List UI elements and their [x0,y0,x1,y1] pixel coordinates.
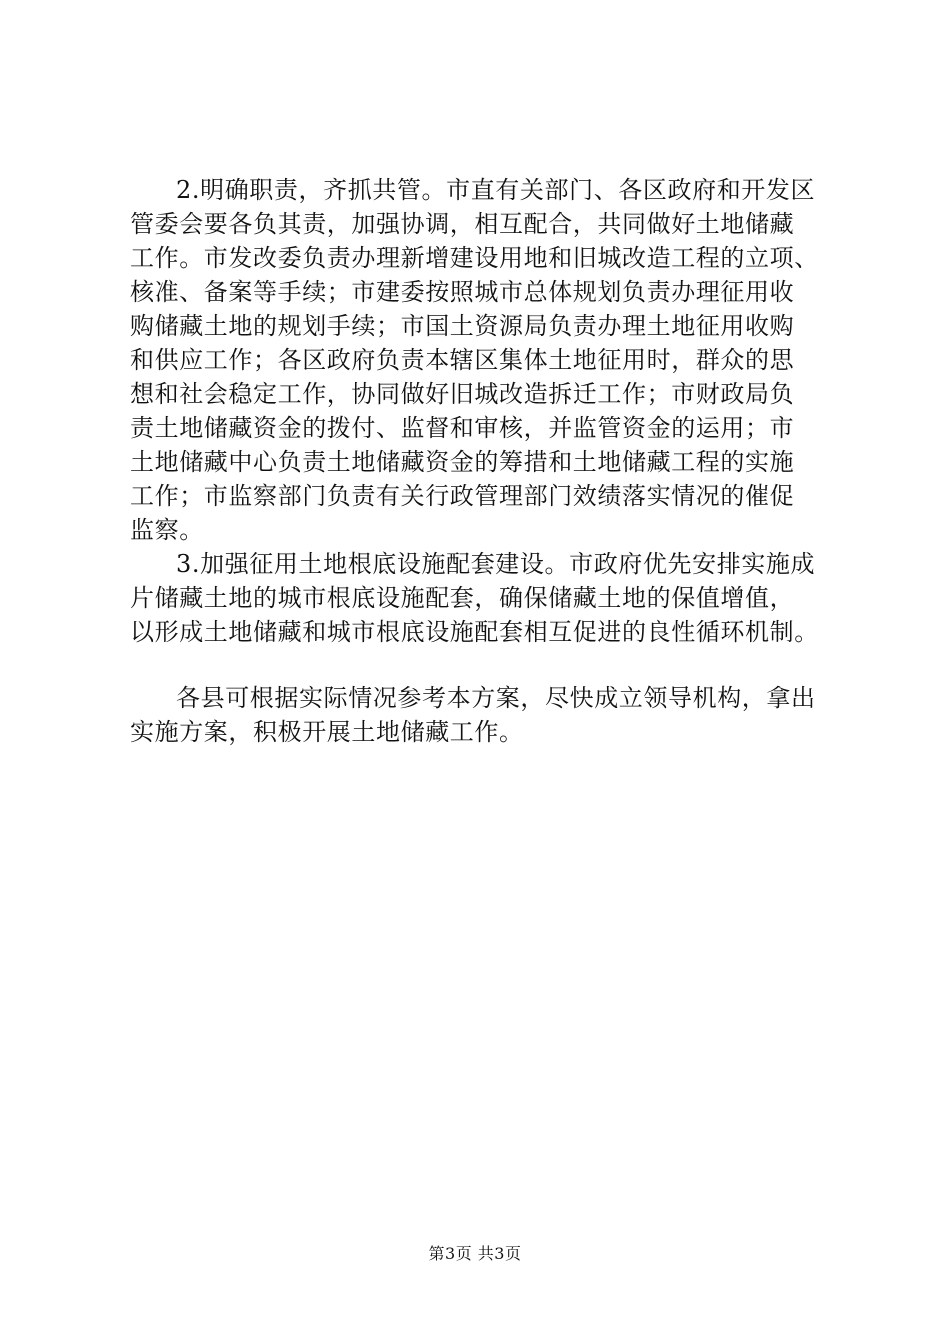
paragraph-line: 监察。 [130,516,204,544]
paragraph-line: 和供应工作；各区政府负责本辖区集体土地征用时，群众的思 [130,346,795,374]
paragraph-line: 实施方案，积极开展土地储藏工作。 [130,718,524,746]
paragraph-line: 以形成土地储藏和城市根底设施配套相互促进的良性循环机制。 [130,618,819,646]
paragraph-line: 工作；市监察部门负责有关行政管理部门效绩落实情况的催促 [130,482,795,510]
paragraph-line: 工作。市发改委负责办理新增建设用地和旧城改造工程的立项、 [130,244,819,272]
paragraph-line: 3.加强征用土地根底设施配套建设。市政府优先安排实施成 [176,550,816,578]
paragraph-3 [130,547,850,649]
paragraph-line: 各县可根据实际情况参考本方案，尽快成立领导机构，拿出 [176,684,816,712]
page-number-footer: 第3页 共3页 [428,1244,522,1263]
paragraph-line: 购储藏土地的规划手续；市国土资源局负责办理土地征用收购 [130,312,795,340]
paragraph-line: 想和社会稳定工作，协同做好旧城改造拆迁工作；市财政局负 [130,380,795,408]
paragraph-line: 土地储藏中心负责土地储藏资金的筹措和土地储藏工程的实施 [130,448,795,476]
paragraph-line: 责土地储藏资金的拨付、监督和审核，并监管资金的运用；市 [130,414,795,442]
paragraph-line: 2.明确职责，齐抓共管。市直有关部门、各区政府和开发区 [176,176,816,204]
paragraph-line: 核准、备案等手续；市建委按照城市总体规划负责办理征用收 [130,278,795,306]
closing-paragraph [130,681,850,749]
paragraph-2 [130,173,850,547]
paragraph-line: 管委会要各负其责，加强协调，相互配合，共同做好土地储藏 [130,210,795,238]
paragraph-line: 片储藏土地的城市根底设施配套，确保储藏土地的保值增值， [130,584,795,612]
document-body [130,173,850,749]
paragraph-spacer [130,649,850,681]
